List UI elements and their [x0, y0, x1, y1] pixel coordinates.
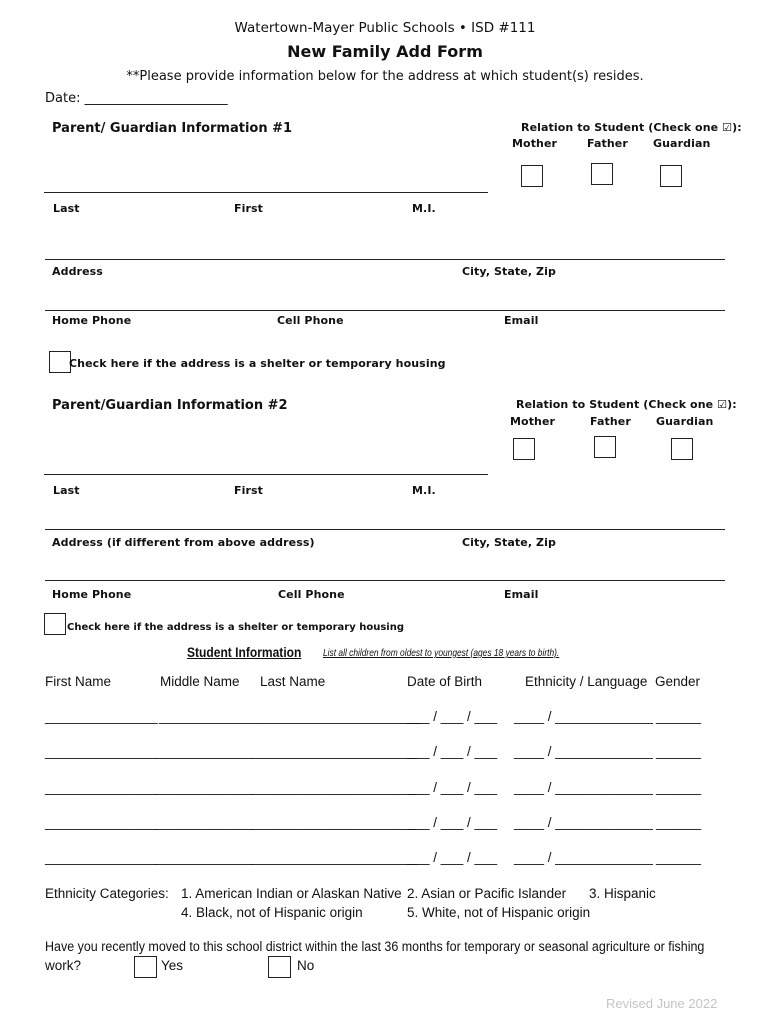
guardian-2-name-line[interactable]: [44, 474, 488, 475]
ethnicity-item-5: 5. White, not of Hispanic origin: [407, 905, 591, 920]
guardian-2-relation-mother: Mother: [510, 415, 556, 428]
guardian-1-address-label: Address: [52, 265, 103, 278]
student-last-name-field[interactable]: ______________________: [252, 780, 418, 795]
student-row-1[interactable]: [0, 709, 770, 727]
student-last-name-field[interactable]: ______________________: [256, 709, 422, 724]
guardian-2-shelter-checkbox[interactable]: [44, 613, 66, 635]
guardian-1-relation-mother: Mother: [512, 137, 558, 150]
guardian-2-home-phone-label: Home Phone: [52, 588, 132, 601]
guardian-2-email-label: Email: [504, 588, 539, 601]
column-date-of-birth: Date of Birth: [407, 674, 483, 689]
student-last-name-field[interactable]: ______________________: [252, 744, 418, 759]
student-last-name-field[interactable]: ______________________: [252, 850, 418, 865]
student-ethnicity-field[interactable]: ____ / _____________: [514, 744, 653, 759]
column-gender: Gender: [655, 674, 701, 689]
guardian-1-father-checkbox[interactable]: [591, 163, 613, 185]
revision-date: Revised June 2022: [606, 996, 718, 1011]
student-gender-field[interactable]: ______: [656, 780, 702, 795]
instruction-text: **Please provide information below for the address at which student(s) resides.: [126, 69, 644, 84]
student-table-header: [0, 674, 770, 692]
ethnicity-item-1: 1. American Indian or Alaskan Native: [181, 886, 402, 901]
student-first-name-field[interactable]: _______________: [45, 780, 158, 795]
student-middle-name-field[interactable]: _____________: [156, 780, 254, 795]
migrant-question-line-1: Have you recently moved to this school district within the last 36 months for temporary or seasonal agriculture or fishing: [45, 939, 705, 954]
student-gender-field[interactable]: ______: [656, 850, 702, 865]
student-first-name-field[interactable]: _______________: [45, 709, 158, 724]
guardian-1-cell-phone-label: Cell Phone: [277, 314, 344, 327]
student-ethnicity-field[interactable]: ____ / _____________: [514, 709, 653, 724]
student-first-name-field[interactable]: _______________: [45, 850, 158, 865]
guardian-1-guardian-checkbox[interactable]: [660, 165, 682, 187]
student-last-name-field[interactable]: ______________________: [252, 815, 418, 830]
guardian-2-last-label: Last: [53, 484, 80, 497]
migrant-no-checkbox[interactable]: [268, 956, 291, 978]
migrant-no-label: No: [297, 958, 315, 973]
student-middle-name-field[interactable]: _____________: [159, 709, 257, 724]
guardian-1-mother-checkbox[interactable]: [521, 165, 543, 187]
guardian-2-relation-label: Relation to Student (Check one ☑):: [516, 398, 737, 411]
student-dob-field[interactable]: ___ / ___ / ___: [407, 780, 498, 795]
student-first-name-field[interactable]: _______________: [45, 744, 158, 759]
student-gender-field[interactable]: ______: [656, 709, 702, 724]
student-dob-field[interactable]: ___ / ___ / ___: [407, 815, 498, 830]
student-ethnicity-field[interactable]: ____ / _____________: [514, 850, 653, 865]
guardian-1-phone-line[interactable]: [45, 310, 725, 311]
guardian-1-first-label: First: [234, 202, 264, 215]
guardian-1-last-label: Last: [53, 202, 80, 215]
guardian-1-relation-father: Father: [587, 137, 628, 150]
student-dob-field[interactable]: ___ / ___ / ___: [407, 850, 498, 865]
guardian-1-mi-label: M.I.: [412, 202, 436, 215]
migrant-question-line-2: work?: [45, 958, 82, 973]
guardian-2-phone-line[interactable]: [45, 580, 725, 581]
student-gender-field[interactable]: ______: [656, 815, 702, 830]
student-dob-field[interactable]: ___ / ___ / ___: [407, 709, 498, 724]
student-row-5[interactable]: [0, 850, 770, 868]
column-middle-name: Middle Name: [160, 674, 240, 689]
guardian-2-mother-checkbox[interactable]: [513, 438, 535, 460]
guardian-2-shelter-label: Check here if the address is a shelter or temporary housing: [67, 622, 405, 633]
student-dob-field[interactable]: ___ / ___ / ___: [407, 744, 498, 759]
student-section-title: Student Information: [187, 644, 302, 660]
student-middle-name-field[interactable]: _____________: [156, 850, 254, 865]
guardian-2-title: Parent/Guardian Information #2: [52, 398, 288, 413]
student-gender-field[interactable]: ______: [656, 744, 702, 759]
guardian-2-mi-label: M.I.: [412, 484, 436, 497]
ethnicity-label: Ethnicity Categories:: [45, 886, 169, 901]
guardian-2-guardian-checkbox[interactable]: [671, 438, 693, 460]
guardian-1-shelter-label: Check here if the address is a shelter or temporary housing: [69, 357, 446, 370]
guardian-1-relation-guardian: Guardian: [653, 137, 711, 150]
guardian-1-city-label: City, State, Zip: [462, 265, 556, 278]
migrant-yes-checkbox[interactable]: [134, 956, 157, 978]
guardian-2-city-label: City, State, Zip: [462, 536, 556, 549]
guardian-2-address-label: Address (if different from above address): [52, 536, 315, 549]
guardian-1-address-line[interactable]: [45, 259, 725, 260]
column-last-name: Last Name: [260, 674, 326, 689]
guardian-1-shelter-checkbox[interactable]: [49, 351, 71, 373]
form-title: New Family Add Form: [287, 42, 483, 61]
guardian-2-father-checkbox[interactable]: [594, 436, 616, 458]
guardian-2-first-label: First: [234, 484, 264, 497]
ethnicity-item-3: 3. Hispanic: [589, 886, 656, 901]
guardian-2-address-line[interactable]: [45, 529, 725, 530]
student-middle-name-field[interactable]: _____________: [156, 744, 254, 759]
student-row-4[interactable]: [0, 815, 770, 833]
column-first-name: First Name: [45, 674, 112, 689]
guardian-2-relation-father: Father: [590, 415, 631, 428]
migrant-yes-label: Yes: [161, 958, 184, 973]
student-section-note: List all children from oldest to youngest (ages 18 years to birth).: [323, 647, 560, 659]
guardian-1-home-phone-label: Home Phone: [52, 314, 132, 327]
student-row-2[interactable]: [0, 744, 770, 762]
district-name: Watertown-Mayer Public Schools • ISD #111: [234, 20, 536, 36]
student-row-3[interactable]: [0, 780, 770, 798]
student-first-name-field[interactable]: _______________: [45, 815, 158, 830]
student-ethnicity-field[interactable]: ____ / _____________: [514, 780, 653, 795]
ethnicity-item-2: 2. Asian or Pacific Islander: [407, 886, 567, 901]
column-ethnicity-language: Ethnicity / Language: [525, 674, 648, 689]
guardian-1-email-label: Email: [504, 314, 539, 327]
guardian-1-relation-label: Relation to Student (Check one ☑):: [521, 121, 742, 134]
date-field[interactable]: Date: ______________________: [45, 91, 228, 106]
student-ethnicity-field[interactable]: ____ / _____________: [514, 815, 653, 830]
student-middle-name-field[interactable]: _____________: [156, 815, 254, 830]
guardian-2-cell-phone-label: Cell Phone: [278, 588, 345, 601]
guardian-1-title: Parent/ Guardian Information #1: [52, 121, 293, 136]
guardian-1-name-line[interactable]: [44, 192, 488, 193]
guardian-2-relation-guardian: Guardian: [656, 415, 714, 428]
ethnicity-item-4: 4. Black, not of Hispanic origin: [181, 905, 363, 920]
